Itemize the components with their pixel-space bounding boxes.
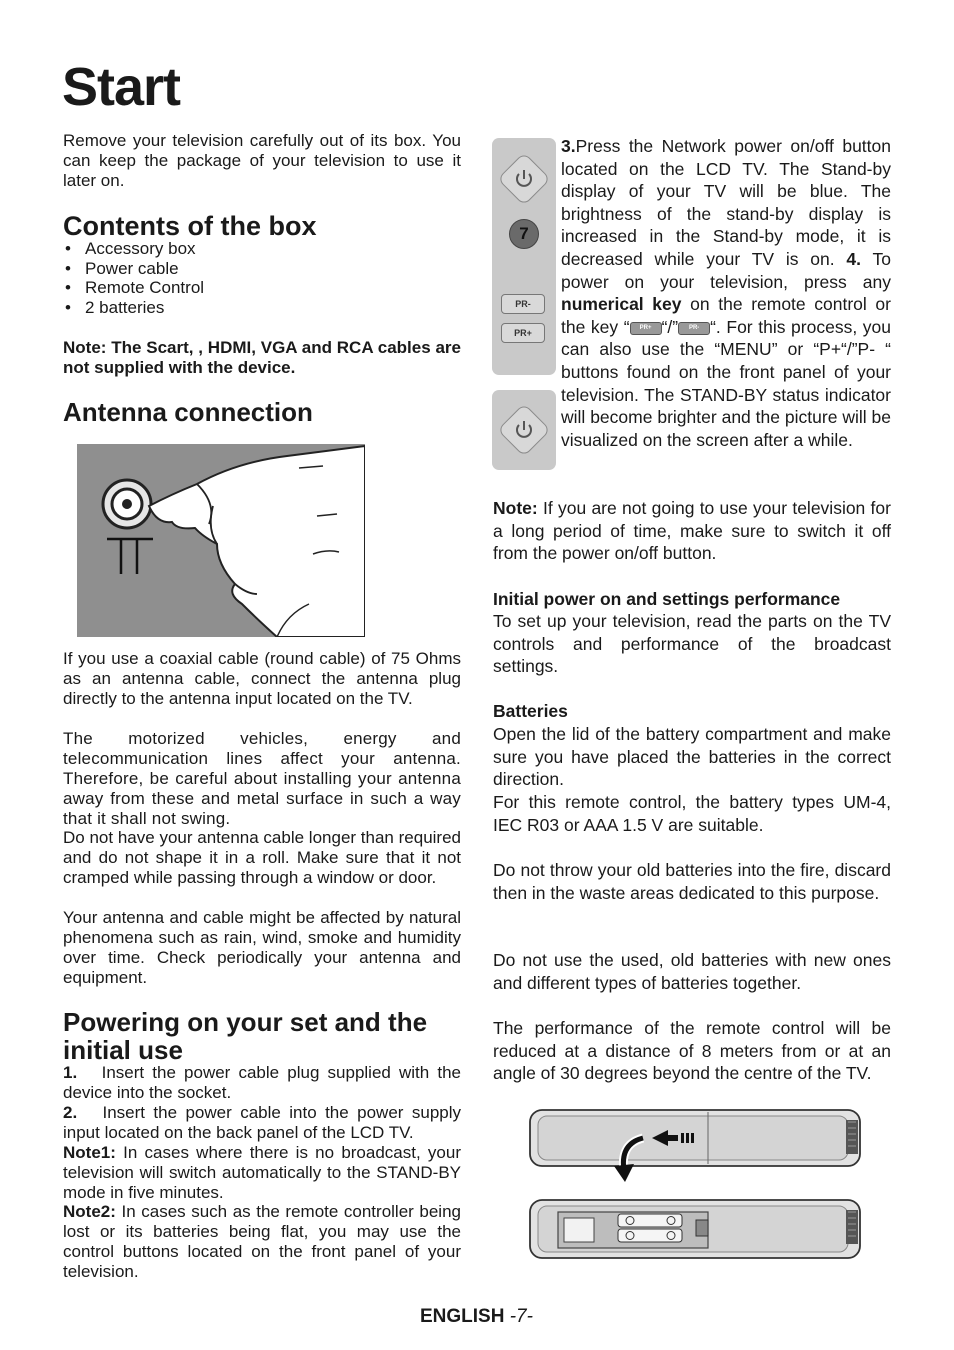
antenna-paragraph: Your antenna and cable might be affected by natural phenomena such as rain, wind, smoke and humidity over time. Check periodically your antenna and equipment. [63, 908, 461, 987]
list-item: • Remote Control [63, 278, 461, 298]
note-text: In cases where there is no broadcast, your television will switch automatically to the STAND-BY mode in five minutes. [63, 1143, 461, 1202]
step-text: “. For this process, you can also use the “MENU” or “P+“/”P- “ buttons found on the front panel of your television. The STAND-BY status indicator will become brighter and the picture will be visualized on the screen after a while. [561, 316, 891, 450]
note-text: In cases such as the remote controller being lost or its batteries being flat, you may use the control buttons located on the front panel of your television. [63, 1202, 461, 1281]
page-footer [420, 1306, 533, 1328]
step-emphasis: numerical key [561, 294, 682, 315]
power-steps-3-4 [561, 135, 891, 451]
contents-heading: Contents of the box [63, 211, 317, 241]
antenna-illustration [77, 444, 365, 637]
footer-language: ENGLISH [420, 1306, 505, 1327]
batteries-heading: Batteries [493, 701, 568, 721]
batteries-paragraph: Do not throw your old batteries into the fire, discard then in the waste areas dedicated to this purpose. [493, 860, 891, 903]
batteries-paragraph: For this remote control, the battery types UM-4, IEC R03 or AAA 1.5 V are suitable. [493, 792, 891, 835]
initial-heading: Initial power on and settings performance [493, 589, 841, 609]
power-step-2 [63, 1103, 461, 1143]
pr-minus-button-diagram: PR- [501, 294, 545, 314]
initial-text: To set up your television, read the parts on the TV controls and performance of the broadcast settings. [493, 611, 891, 677]
batteries-paragraph: Open the lid of the battery compartment and make sure you have placed the batteries in the correct direction. [493, 724, 891, 790]
batteries-paragraph: Do not use the used, old batteries with new ones and different types of batteries together. [493, 950, 891, 993]
step-text: Insert the power cable into the power supply input located on the back panel of the LCD TV. [63, 1103, 462, 1142]
power-icon [512, 167, 536, 191]
antenna-paragraph: The motorized vehicles, energy and telecommunication lines affect your antenna. Therefore, be careful about installing your antenna away from these and metal surface in such a way that it shall not swing. [63, 729, 461, 828]
intro-text: Remove your television carefully out of its box. You can keep the package of your television to use it later on. [63, 131, 461, 190]
list-item: • Accessory box [63, 239, 461, 259]
contents-list [63, 239, 461, 317]
batteries-paragraph: The performance of the remote control will be reduced at a distance of 8 meters from or at an angle of 30 degrees beyond the centre of the TV. [493, 1018, 891, 1084]
step-number: 2. [63, 1103, 78, 1122]
power-note-2 [63, 1202, 461, 1282]
pr-minus-key-icon: PR- [678, 322, 710, 335]
note-text: If you are not going to use your television for a long period of time, make sure to switch it off from the power on/off button. [493, 498, 891, 564]
step-text: on the remote control or the key “ [561, 294, 891, 337]
step-text: Insert the power cable plug supplied with the device into the socket. [63, 1063, 462, 1102]
power-note-1 [63, 1143, 461, 1203]
antenna-heading: Antenna connection [63, 397, 313, 427]
standby-note [493, 497, 891, 565]
pr-plus-key-icon: PR+ [630, 322, 662, 335]
front-panel-power-illustration [492, 390, 556, 470]
step-text: To power on your television, press any [561, 248, 891, 292]
step-text: “/” [661, 316, 679, 337]
pr-plus-button-diagram: PR+ [501, 323, 545, 343]
note-label: Note: [493, 498, 538, 518]
step-number: 1. [63, 1063, 78, 1082]
note-label: Note1: [63, 1143, 116, 1162]
page-title: Start [62, 57, 181, 117]
note-label: Note2: [63, 1202, 116, 1221]
step-text: Press the Network power on/off button located on the LCD TV. The Stand-by display of your TV will be blue. The brightness of the stand-by display is increased in the Stand-by mode, it is decreased while your TV is on. [561, 136, 891, 269]
battery-compartment-illustration [528, 1108, 862, 1262]
remote-buttons-illustration [492, 138, 556, 375]
list-item: • 2 batteries [63, 298, 461, 318]
contents-note: Note: The Scart, , HDMI, VGA and RCA cables are not supplied with the device. [63, 338, 461, 377]
step-number: 4. [846, 248, 862, 269]
power-step-1 [63, 1063, 461, 1103]
numeric-key-diagram: 7 [509, 219, 539, 249]
page-number: -7- [509, 1306, 533, 1327]
antenna-paragraph: If you use a coaxial cable (round cable) of 75 Ohms as an antenna cable, connect the antenna plug directly to the antenna input located on the TV. [63, 649, 461, 708]
antenna-paragraph: Do not have your antenna cable longer than required and do not shape it in a roll. Make sure that it not cramped while passing through a window or door. [63, 828, 461, 887]
power-icon [512, 418, 536, 442]
list-item: • Power cable [63, 259, 461, 279]
powering-heading: Powering on your set and the initial use [63, 1007, 428, 1065]
step-number: 3. [561, 136, 576, 156]
